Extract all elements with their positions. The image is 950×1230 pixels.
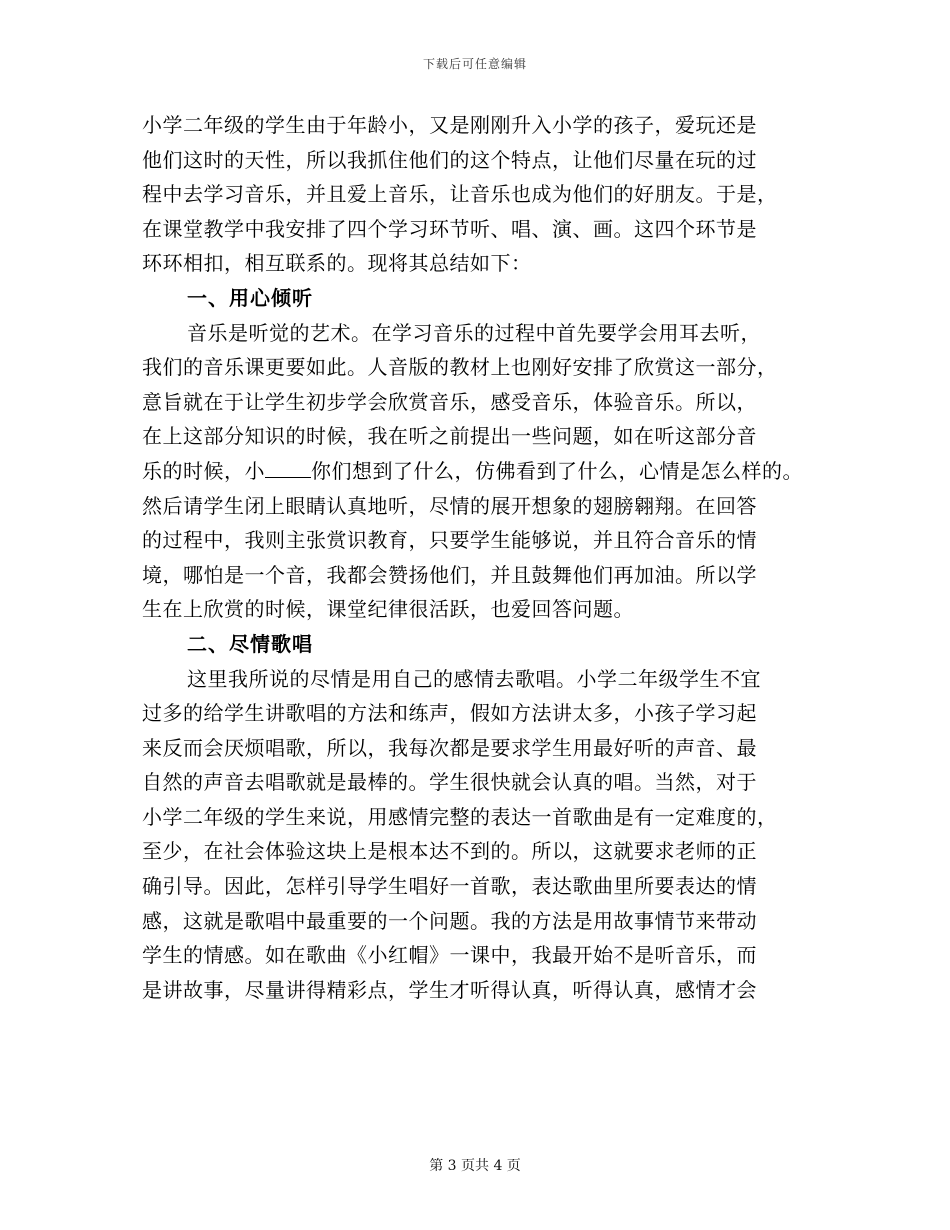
text-line: 境，哪怕是一个音，我都会赞扬他们，并且鼓舞他们再加油。所以学: [142, 562, 757, 587]
text-fragment: 乐的时候，小: [142, 458, 265, 483]
text-line: 学生的情感。如在歌曲《小红帽》一课中，我最开始不是听音乐，而: [142, 943, 757, 968]
section-heading-listen: 一、用心倾听: [187, 285, 313, 310]
text-line: 环环相扣，相互联系的。现将其总结如下：: [142, 251, 532, 276]
section-heading-sing: 二、尽情歌唱: [187, 631, 313, 656]
text-line: 小学二年级的学生由于年龄小，又是刚刚升入小学的孩子，爱玩还是: [142, 113, 757, 137]
document-body: [142, 108, 802, 1007]
text-line: 然后请学生闭上眼睛认真地听，尽情的展开想象的翅膀翱翔。在回答: [142, 493, 757, 518]
text-line: 我们的音乐课更要如此。人音版的教材上也刚好安排了欣赏这一部分，: [142, 355, 778, 380]
text-line: 是讲故事，尽量讲得精彩点，学生才听得认真，听得认真，感情才会: [142, 977, 757, 1002]
text-line: 来反而会厌烦唱歌，所以，我每次都是要求学生用最好听的声音、最: [142, 735, 757, 760]
text-line: 意旨就在于让学生初步学会欣赏音乐，感受音乐，体验音乐。所以，: [142, 389, 757, 414]
text-line-with-blank: [142, 454, 802, 489]
text-line: 的过程中，我则主张赏识教育，只要学生能够说，并且符合音乐的情: [142, 528, 757, 553]
text-line: 确引导。因此，怎样引导学生唱好一首歌，表达歌曲里所要表达的情: [142, 874, 757, 899]
text-line: 在上这部分知识的时候，我在听之前提出一些问题，如在听这部分音: [142, 424, 757, 449]
page-number: 第 3 页共 4 页: [429, 1158, 521, 1174]
text-fragment: 你们想到了什么，仿佛看到了什么，心情是怎么样的。: [311, 458, 803, 483]
text-line: 程中去学习音乐，并且爱上音乐，让音乐也成为他们的好朋友。于是，: [142, 182, 778, 207]
text-line: 至少，在社会体验这块上是根本达不到的。所以，这就要求老师的正: [142, 839, 757, 864]
intro-paragraph: [142, 108, 802, 281]
page-header: 下载后可任意编辑: [422, 57, 527, 71]
text-line: 自然的声音去唱歌就是最棒的。学生很快就会认真的唱。当然，对于: [142, 770, 757, 795]
section-paragraph-sing: [142, 662, 802, 1008]
text-line: 感，这就是歌唱中最重要的一个问题。我的方法是用故事情节来带动: [142, 908, 757, 933]
section-paragraph-listen: [142, 316, 802, 627]
text-line: 这里我所说的尽情是用自己的感情去歌唱。小学二年级学生不宜: [187, 666, 761, 691]
text-line: 他们这时的天性，所以我抓住他们的这个特点，让他们尽量在玩的过: [142, 147, 757, 172]
text-line: 过多的给学生讲歌唱的方法和练声，假如方法讲太多，小孩子学习起: [142, 701, 757, 726]
text-line: 生在上欣赏的时候，课堂纪律很活跃，也爱回答问题。: [142, 597, 634, 622]
text-line: 小学二年级的学生来说，用感情完整的表达一首歌曲是有一定难度的，: [142, 804, 778, 829]
text-line: 音乐是听觉的艺术。在学习音乐的过程中首先要学会用耳去听，: [187, 320, 761, 345]
text-line: 在课堂教学中我安排了四个学习环节听、唱、演、画。这四个环节是: [142, 216, 757, 241]
fill-in-blank: [265, 459, 311, 478]
